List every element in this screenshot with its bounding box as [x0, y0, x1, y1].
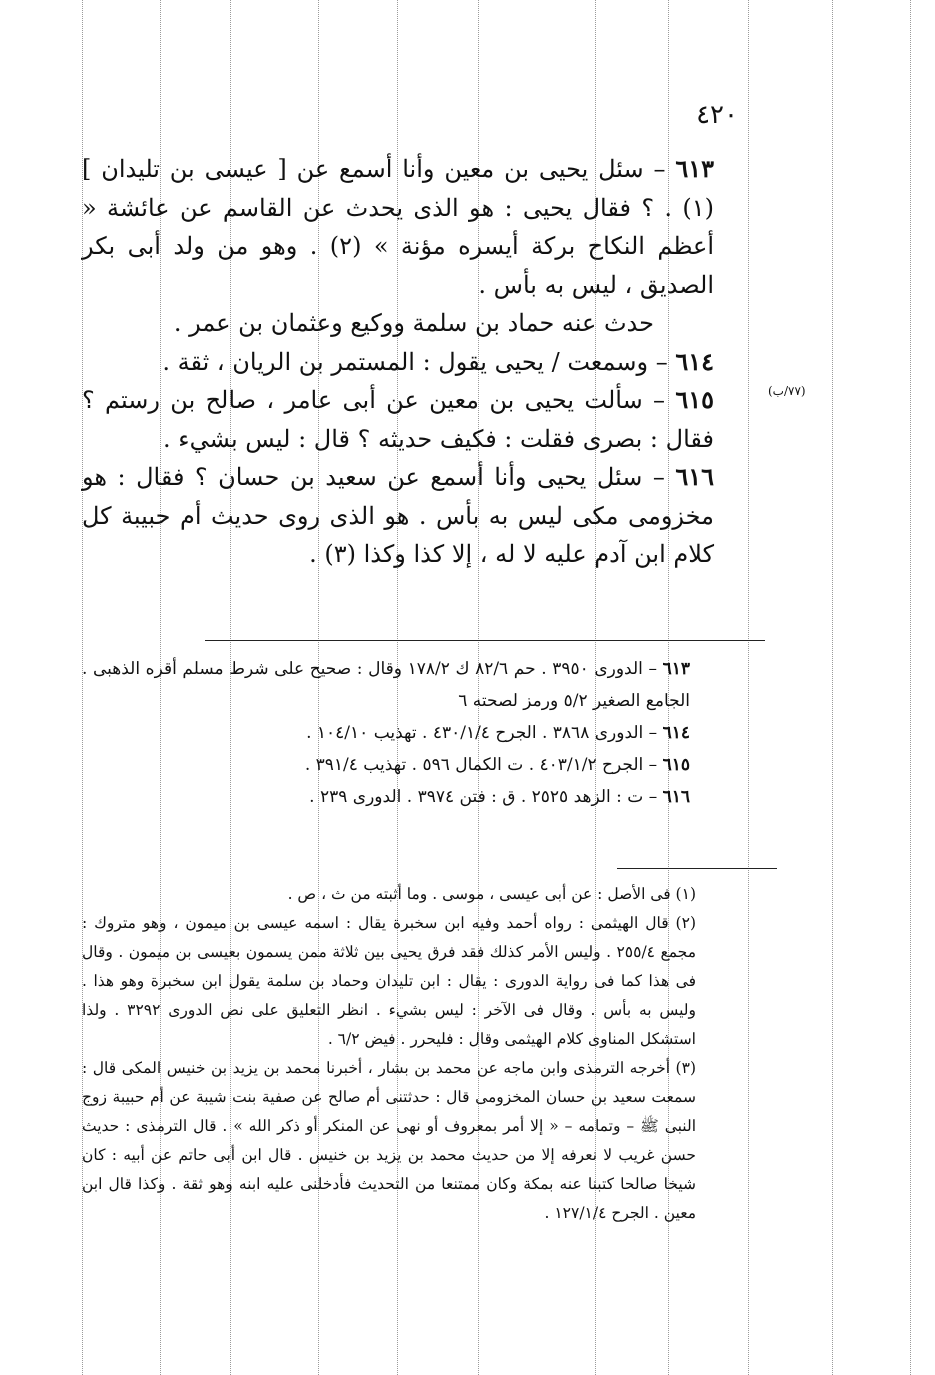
entry-text: – وسمعت / يحيى يقول : المستمر بن الريان ، ثقة .	[162, 347, 676, 376]
reference-613	[82, 653, 722, 717]
entry-number: ٦١٣	[675, 154, 714, 183]
reference-number: ٦١٣	[662, 659, 690, 679]
guide-line	[832, 0, 833, 1375]
footnote-divider	[617, 868, 777, 869]
reference-number: ٦١٥	[662, 755, 690, 775]
footnote-3: (٣) أخرجه الترمذى وابن ماجه عن محمد بن بشار ، أخبرنا محمد بن يزيد بن خنيس المكى قال : سمعت سعيد بن حسان المخزومى قال : حدثتنى أم صالح عن صفية بنت شيبة عن أم حبيبة زوج النبى ﷺ – وتمامه – « إلا أمر بمعروف أو نهى عن المنكر أو ذكر الله » . قال الترمذى : حديث حسن غريب لا نعرفه إلا من حديث محمد بن يزيد بن خنيس . قال ابن أبى حاتم عن أبيه : كان شيخا صالحا كتبنا عنه بمكة وكان ممتنعا من التحديث فأدخلنى عليه ابنه وهو ثقة . وكذا قال ابن معين . الجرح ١٢٧/١/٤ .	[82, 1059, 697, 1222]
entry-613-continuation: حدث عنه حماد بن سلمة ووكيع وعثمان بن عمر .	[173, 309, 654, 337]
references-section	[82, 653, 722, 813]
reference-number: ٦١٤	[662, 723, 690, 743]
margin-note: (٧٧/ب)	[768, 384, 806, 398]
entry-number: ٦١٦	[675, 462, 714, 491]
entry-number: ٦١٤	[675, 346, 714, 376]
footnote-1: (١) فى الأصل : عن أبى عيسى ، موسى . وما أثبته من ث ، ص .	[287, 885, 696, 903]
reference-text: – الجرح ٤٠٣/١/٢ . ت الكمال ٥٩٦ . تهذيب ٣٩١/٤ .	[304, 755, 663, 775]
entry-616	[82, 458, 714, 574]
page-number: ٤٢٠	[696, 100, 738, 130]
guide-line	[748, 0, 749, 1375]
reference-text: – الدورى ٣٨٦٨ . الجرح ٤٣٠/١/٤ . تهذيب ١٠٤/١٠ .	[306, 723, 663, 743]
entry-615	[82, 381, 714, 458]
footnote-2: (٢) قال الهيثمى : رواه أحمد وفيه ابن سخبرة يقال : اسمه عيسى بن ميمون ، وهو متروك : مجمع ٢٥٥/٤ . وليس الأمر كذلك فقد فرق يحيى بين ثلاثة ممن يسمون بعيسى بن ميمون . وقال فى هذا كما فى رواية الدورى : يقال : ابن تليدان وحماد بن سلمة يقول ابن سخبرة وهو هذا . وليس به بأس . وقال فى الآخر : ليس بشيء . انظر التعليق على نص الدورى ٣٢٩٢ . ولذا استشكل المناوى كلام الهيثمى وقال : فليحرر . فيض ٦/٢ .	[82, 914, 696, 1048]
section-divider	[205, 640, 765, 641]
entry-text: – سئل يحيى بن معين وأنا أسمع عن [ عيسى بن تليدان ] (١) . ؟ فقال يحيى : هو الذى يحدث عن القاسم عن عائشة « أعظم النكاح بركة أيسره مؤنة » (٢) . وهو من ولد أبى بكر الصديق ، ليس به بأس .	[82, 155, 715, 299]
guide-line	[910, 0, 911, 1375]
reference-615	[82, 749, 722, 781]
entry-text: – سئل يحيى وأنا أسمع عن سعيد بن حسان ؟ فقال : هو مخزومى مكى ليس به بأس . هو الذى روى حديث أم حبيبة كل كلام ابن آدم عليه لا له ، إلا كذا وكذا (٣) .	[82, 463, 714, 568]
main-text	[82, 150, 714, 574]
reference-number: ٦١٦	[662, 787, 690, 807]
entry-text: – سألت يحيى بن معين عن أبى عامر ، صالح بن رستم ؟ فقال : بصرى فقلت : فكيف حديثه ؟ قال : ليس بشيء .	[82, 386, 714, 453]
reference-text: – ت : الزهد ٢٥٢٥ . ق : فتن ٣٩٧٤ . الدورى ٢٣٩ .	[309, 787, 663, 807]
footnotes-section	[82, 880, 722, 1228]
reference-614	[82, 717, 722, 749]
reference-616	[82, 781, 722, 813]
entry-614	[82, 343, 714, 382]
reference-text: – الدورى ٣٩٥٠ . حم ٨٢/٦ ك ١٧٨/٢ وقال : صحيح على شرط مسلم أقره الذهبى . الجامع الصغير ٥/٢ ورمز لصحته ٦	[82, 659, 690, 711]
entry-number: ٦١٥	[675, 385, 714, 414]
entry-613	[82, 150, 714, 304]
